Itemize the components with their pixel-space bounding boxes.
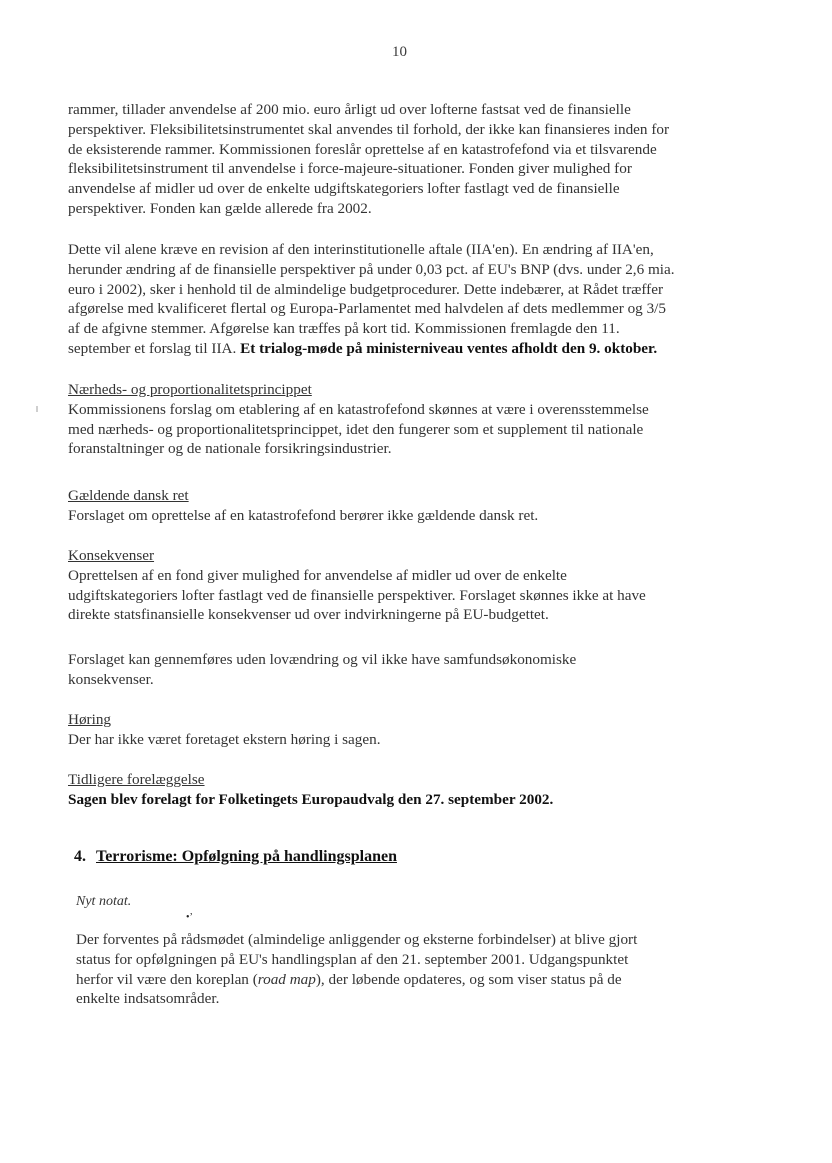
italic-term: road map bbox=[257, 970, 316, 988]
paragraph-terrorisme bbox=[76, 930, 776, 1009]
text-line: Forslaget kan gennemføres uden lovændring og vil ikke have samfundsøkonomiske bbox=[68, 651, 577, 668]
margin-mark bbox=[36, 406, 38, 412]
section-naerhed bbox=[68, 380, 768, 459]
text-line: Der har ikke været foretaget ekstern høring i sagen. bbox=[68, 730, 381, 748]
section-4-title bbox=[74, 848, 397, 866]
text-line: afgørelse med kvalificeret flertal og Europa-Parlamentet med halvdelen af dets medlemmer og 3/5 bbox=[68, 300, 666, 318]
pen-mark: •’ bbox=[186, 912, 193, 923]
text-line: herunder ændring af de finansielle perspektiver på under 0,03 pct. af EU's BNP (dvs. under 2,6 mia. bbox=[68, 260, 675, 278]
section-konsekvenser bbox=[68, 546, 768, 625]
paragraph-fleksibilitet bbox=[68, 100, 768, 219]
text-line: Oprettelsen af en fond giver mulighed for anvendelse af midler ud over de enkelte bbox=[68, 566, 567, 584]
text-line: med nærheds- og proportionalitetsprincippet, idet den fungerer som et supplement til nationale bbox=[68, 420, 644, 438]
text-line bbox=[76, 970, 776, 990]
text-line: status for opfølgningen på EU's handlingsplan af den 21. september 2001. Udgangspunktet bbox=[76, 950, 629, 968]
page-number: 10 bbox=[392, 44, 407, 60]
text-line: perspektiver. Fleksibilitetsinstrumentet skal anvendes til forhold, der ikke kan finansieres inden for bbox=[68, 120, 670, 138]
text-line: enkelte indsatsområder. bbox=[76, 990, 220, 1008]
text-line: anvendelse af midler ud over de enkelte udgiftskategoriers lofter fastlagt ved de finansielle bbox=[68, 180, 620, 198]
text-line: Kommissionens forslag om etablering af en katastrofefond skønnes at være i overensstemmelse bbox=[68, 400, 649, 418]
text-line: af de afgivne stemmer. Afgørelse kan træffes på kort tid. Kommissionen fremlagde den 11. bbox=[68, 320, 620, 338]
subheading: Gældende dansk ret bbox=[68, 487, 189, 504]
text-line: udgiftskategoriers lofter fastlagt ved de finansielle perspektiver. Forslaget skønnes ikke at have bbox=[68, 586, 646, 604]
subheading: Høring bbox=[68, 711, 112, 728]
paragraph-konsekvenser-2 bbox=[68, 650, 768, 690]
text-line: perspektiver. Fonden kan gælde allerede fra 2002. bbox=[68, 199, 372, 217]
text-line: de eksisterende rammer. Kommissionen foreslår oprettelse af en katastrofefond via et tilsvarende bbox=[68, 140, 657, 158]
text-line: direkte statsfinansielle konsekvenser ud over indvirkningerne på EU-budgettet. bbox=[68, 606, 549, 624]
text-span: herfor vil være den koreplan ( bbox=[76, 970, 258, 988]
section-number: 4. bbox=[74, 848, 86, 865]
text-line bbox=[68, 339, 768, 359]
text-line: Dette vil alene kræve en revision af den interinstitutionelle aftale (IIA'en). En ændring af IIA'en, bbox=[68, 241, 654, 258]
note-subtitle: Nyt notat. bbox=[76, 894, 132, 909]
text-span: ), der løbende opdateres, og som viser status på de bbox=[315, 970, 622, 988]
text-line: rammer, tillader anvendelse af 200 mio. euro årligt ud over lofterne fastsat ved de finansielle bbox=[68, 101, 631, 118]
section-horing bbox=[68, 710, 768, 750]
section-tidligere bbox=[68, 770, 768, 810]
paragraph-iia bbox=[68, 240, 768, 359]
text-line: fleksibilitetsinstrument til anvendelse i force-majeure-situationer. Fonden giver mulighed for bbox=[68, 160, 632, 178]
text-span: september et forslag til IIA. bbox=[68, 339, 241, 357]
section-heading: Terrorisme: Opfølgning på handlingsplanen bbox=[96, 848, 397, 865]
text-line: Forslaget om oprettelse af en katastrofefond berører ikke gældende dansk ret. bbox=[68, 506, 539, 524]
subheading: Tidligere forelæggelse bbox=[68, 771, 205, 788]
bold-statement: Et trialog-møde på ministerniveau ventes afholdt den 9. oktober. bbox=[240, 339, 658, 357]
subheading: Nærheds- og proportionalitetsprincippet bbox=[68, 381, 312, 398]
text-line: Der forventes på rådsmødet (almindelige anliggender og eksterne forbindelser) at blive gjort bbox=[76, 931, 638, 948]
text-line: konsekvenser. bbox=[68, 670, 154, 688]
section-gaeldende bbox=[68, 486, 768, 526]
text-line: euro i 2002), sker i henhold til de almindelige budgetprocedurer. Dette indebærer, at Rådet træffer bbox=[68, 280, 664, 298]
subheading: Konsekvenser bbox=[68, 547, 155, 564]
bold-statement: Sagen blev forelagt for Folketingets Europaudvalg den 27. september 2002. bbox=[68, 790, 554, 808]
text-line: foranstaltninger og de nationale forsikringsindustrier. bbox=[68, 440, 392, 458]
